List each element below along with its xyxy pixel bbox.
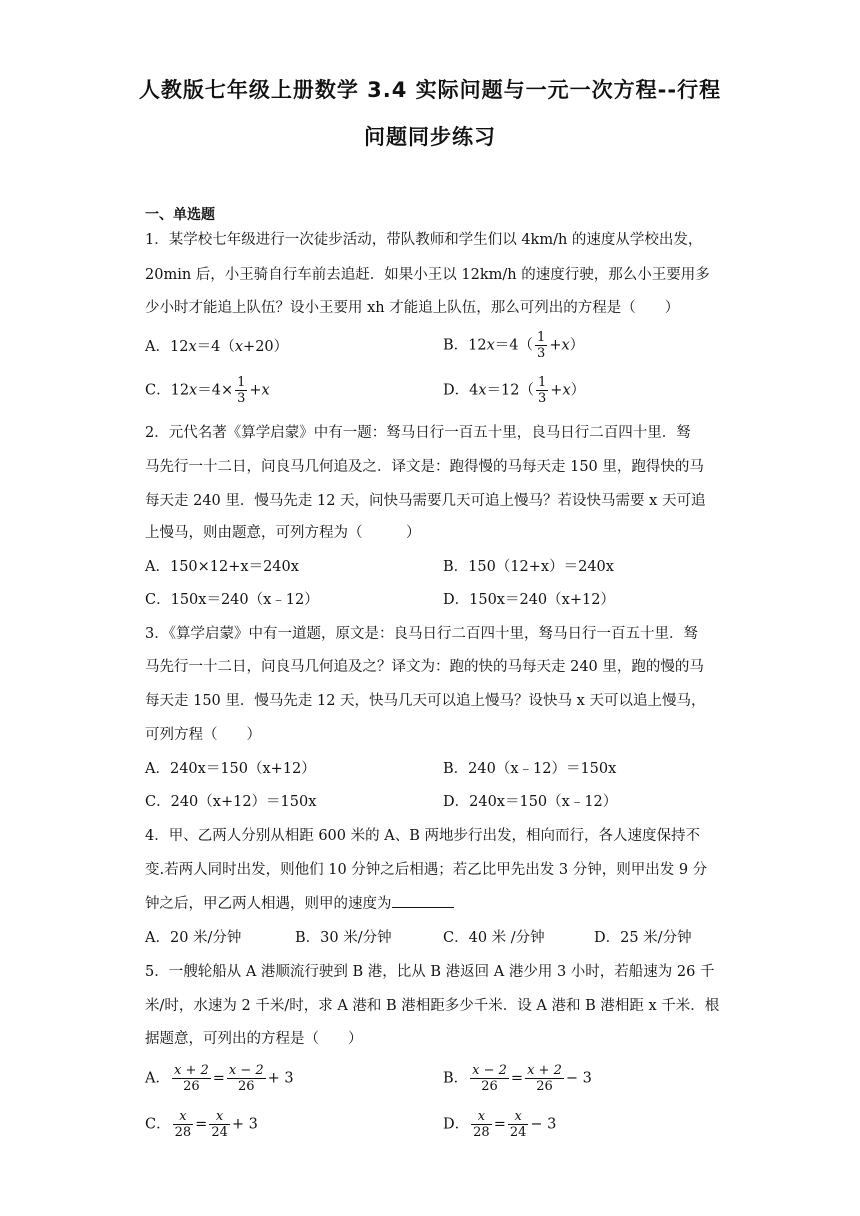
q1-d-part: D．4 bbox=[443, 382, 479, 399]
option-tail: − 3 bbox=[565, 1070, 592, 1087]
equals-sign: = bbox=[212, 1070, 225, 1087]
q1-d-part: ＝12（ bbox=[486, 382, 534, 399]
fraction bbox=[227, 1063, 266, 1094]
fraction bbox=[172, 1063, 211, 1094]
section-heading: 一、单选题 bbox=[145, 207, 215, 223]
fraction-numerator: x bbox=[471, 1109, 492, 1125]
fraction-denominator: 26 bbox=[183, 1079, 200, 1094]
q1-c-part: ＝4× bbox=[197, 382, 234, 399]
fraction-denominator: 28 bbox=[174, 1125, 192, 1140]
answer-blank bbox=[392, 893, 454, 908]
q5-text-line-1: 5．一艘轮船从 A 港顺流行驶到 B 港，比从 B 港返回 A 港少用 3 小时，若船速为 26 千 bbox=[145, 964, 715, 980]
q1-b-fraction bbox=[535, 330, 547, 361]
q4-text-line-1: 4．甲、乙两人分别从相距 600 米的 A、B 两地步行出发，相向而行，各人速度保持不 bbox=[145, 828, 700, 844]
fraction-numerator: 1 bbox=[538, 375, 547, 390]
fraction-numerator: x bbox=[173, 1109, 194, 1125]
option-label: A． bbox=[145, 1070, 170, 1087]
q4-option-b: B．30 米/分钟 bbox=[295, 930, 392, 946]
q3-text-line-3: 每天走 150 里．慢马先走 12 天，快马几天可以追上慢马？设快马 x 天可以追上慢马， bbox=[145, 693, 706, 709]
q5-option-d bbox=[443, 1109, 556, 1140]
fraction-denominator: 26 bbox=[238, 1079, 255, 1094]
q1-c-var: x bbox=[261, 382, 270, 399]
q1-option-c bbox=[145, 375, 270, 406]
equals-sign: = bbox=[510, 1070, 524, 1087]
q5-text-line-2: 米/时，水速为 2 千米/时，求 A 港和 B 港相距多少千米．设 A 港和 B 港相距 x 千米．根 bbox=[145, 998, 720, 1014]
option-tail: + 3 bbox=[231, 1116, 258, 1133]
fraction-denominator: 3 bbox=[538, 391, 547, 406]
q1-option-a bbox=[145, 337, 288, 357]
page-title-line-2: 问题同步练习 bbox=[364, 125, 496, 149]
q2-text-line-3: 每天走 240 里．慢马先走 12 天，问快马需要几天可追上慢马？若设快马需要 x 天可追 bbox=[145, 493, 706, 509]
option-tail: + 3 bbox=[267, 1070, 294, 1087]
q2-option-a: A．150×12+x＝240x bbox=[145, 559, 299, 575]
q4-option-d: D．25 米/分钟 bbox=[594, 930, 692, 946]
q5-text-line-3: 据题意，可列出的方程是（ ） bbox=[145, 1031, 363, 1047]
q1-a-var: x bbox=[188, 339, 197, 355]
q1-d-part: ） bbox=[570, 382, 586, 399]
fraction bbox=[173, 1109, 194, 1140]
q2-text-line-2: 马先行一十二日，问良马几何追及之．译文是：跑得慢的马每天走 150 里，跑得快的马 bbox=[145, 459, 704, 475]
q1-c-part: + bbox=[249, 382, 262, 399]
q1-c-var: x bbox=[189, 382, 198, 399]
fraction-numerator: x − 2 bbox=[228, 1063, 264, 1078]
q1-c-fraction bbox=[235, 375, 247, 406]
q3-option-a: A．240x＝150（x+12） bbox=[145, 761, 316, 777]
q4-text-line-2: 变.若两人同时出发，则他们 10 分钟之后相遇；若乙比甲先出发 3 分钟，则甲出发 9 分 bbox=[145, 862, 708, 878]
q2-text-line-1: 2．元代名著《算学启蒙》中有一题：驽马日行一百五十里，良马日行二百四十里．驽 bbox=[145, 425, 691, 441]
fraction-numerator: 1 bbox=[237, 375, 246, 390]
equals-sign: = bbox=[493, 1116, 506, 1133]
q1-option-b bbox=[443, 330, 584, 361]
fraction-numerator: x bbox=[508, 1109, 529, 1125]
q3-option-d: D．240x＝150（x﹣12） bbox=[443, 794, 618, 810]
fraction-numerator: 1 bbox=[537, 330, 546, 345]
fraction bbox=[525, 1063, 564, 1094]
q2-option-c: C．150x＝240（x﹣12） bbox=[145, 592, 319, 608]
option-label: B． bbox=[443, 1070, 469, 1087]
q4-option-a: A．20 米/分钟 bbox=[145, 930, 242, 946]
q1-b-part: B．12 bbox=[443, 337, 487, 354]
q3-text-line-4: 可列方程（ ） bbox=[145, 727, 261, 743]
fraction-denominator: 26 bbox=[536, 1079, 553, 1094]
q1-a-part: +20） bbox=[243, 339, 289, 355]
q3-option-b: B．240（x﹣12）＝150x bbox=[443, 761, 617, 777]
q1-b-var: x bbox=[486, 337, 495, 354]
fraction-denominator: 24 bbox=[509, 1125, 527, 1140]
fraction-denominator: 3 bbox=[237, 391, 246, 406]
fraction-numerator: x + 2 bbox=[527, 1063, 562, 1078]
q1-c-part: C．12 bbox=[145, 382, 190, 399]
q5-option-a bbox=[145, 1063, 294, 1094]
q4-text-line-3 bbox=[145, 893, 725, 914]
option-label: C． bbox=[145, 1116, 171, 1133]
q1-d-var: x bbox=[562, 382, 571, 399]
fraction-denominator: 28 bbox=[473, 1125, 490, 1140]
q4-text-line-3-text: 钟之后，甲乙两人相遇，则甲的速度为 bbox=[145, 896, 392, 912]
q1-a-part: A．12 bbox=[145, 339, 189, 355]
q2-text-line-4: 上慢马，则由题意，可列方程为（ ） bbox=[145, 525, 421, 541]
q2-option-b: B．150（12+x）＝240x bbox=[443, 559, 614, 575]
q1-d-part: + bbox=[550, 382, 563, 399]
page-title-line-1: 人教版七年级上册数学 3.4 实际问题与一元一次方程--行程 bbox=[138, 78, 722, 102]
fraction-numerator: x bbox=[209, 1109, 230, 1125]
q1-text-line-2: 20min 后，小王骑自行车前去追赶．如果小王以 12km/h 的速度行驶，那么小王要用多 bbox=[145, 267, 710, 283]
fraction-numerator: x + 2 bbox=[173, 1063, 209, 1078]
q3-text-line-2: 马先行一十二日，问良马几何追及之？译文为：跑的快的马每天走 240 里，跑的慢的马 bbox=[145, 659, 704, 675]
q3-option-c: C．240（x+12）＝150x bbox=[145, 794, 317, 810]
q1-text-line-1: 1．某学校七年级进行一次徒步活动，带队教师和学生们以 4km/h 的速度从学校出发， bbox=[145, 232, 703, 248]
q1-a-part: ＝4（ bbox=[196, 339, 235, 355]
q1-d-fraction bbox=[536, 375, 548, 406]
q1-d-var: x bbox=[478, 382, 487, 399]
q5-option-b bbox=[443, 1063, 592, 1094]
equals-sign: = bbox=[195, 1116, 208, 1133]
q1-b-part: ＝4（ bbox=[494, 337, 534, 354]
q5-option-c bbox=[145, 1109, 258, 1140]
fraction-denominator: 26 bbox=[481, 1079, 498, 1094]
q2-option-d: D．150x＝240（x+12） bbox=[443, 592, 615, 608]
q1-a-var: x bbox=[234, 339, 244, 355]
q1-b-var: x bbox=[561, 337, 570, 354]
fraction bbox=[471, 1109, 492, 1140]
q1-b-part: + bbox=[549, 337, 562, 354]
fraction-denominator: 3 bbox=[537, 346, 546, 361]
q3-text-line-1: 3．《算学启蒙》中有一道题，原文是：良马日行二百四十里，驽马日行一百五十里．驽 bbox=[145, 626, 698, 642]
q1-option-d bbox=[443, 375, 585, 406]
fraction-numerator: x − 2 bbox=[472, 1063, 507, 1078]
option-tail: − 3 bbox=[530, 1116, 557, 1133]
q1-b-part: ） bbox=[569, 337, 585, 354]
fraction bbox=[508, 1109, 529, 1140]
q4-option-c: C．40 米 /分钟 bbox=[443, 930, 545, 946]
q1-text-line-3: 少小时才能追上队伍？设小王要用 xh 才能追上队伍，那么可列出的方程是（ ） bbox=[145, 300, 680, 316]
fraction bbox=[470, 1063, 509, 1094]
fraction-denominator: 24 bbox=[211, 1125, 228, 1140]
fraction bbox=[209, 1109, 230, 1140]
option-label: D． bbox=[443, 1116, 470, 1133]
